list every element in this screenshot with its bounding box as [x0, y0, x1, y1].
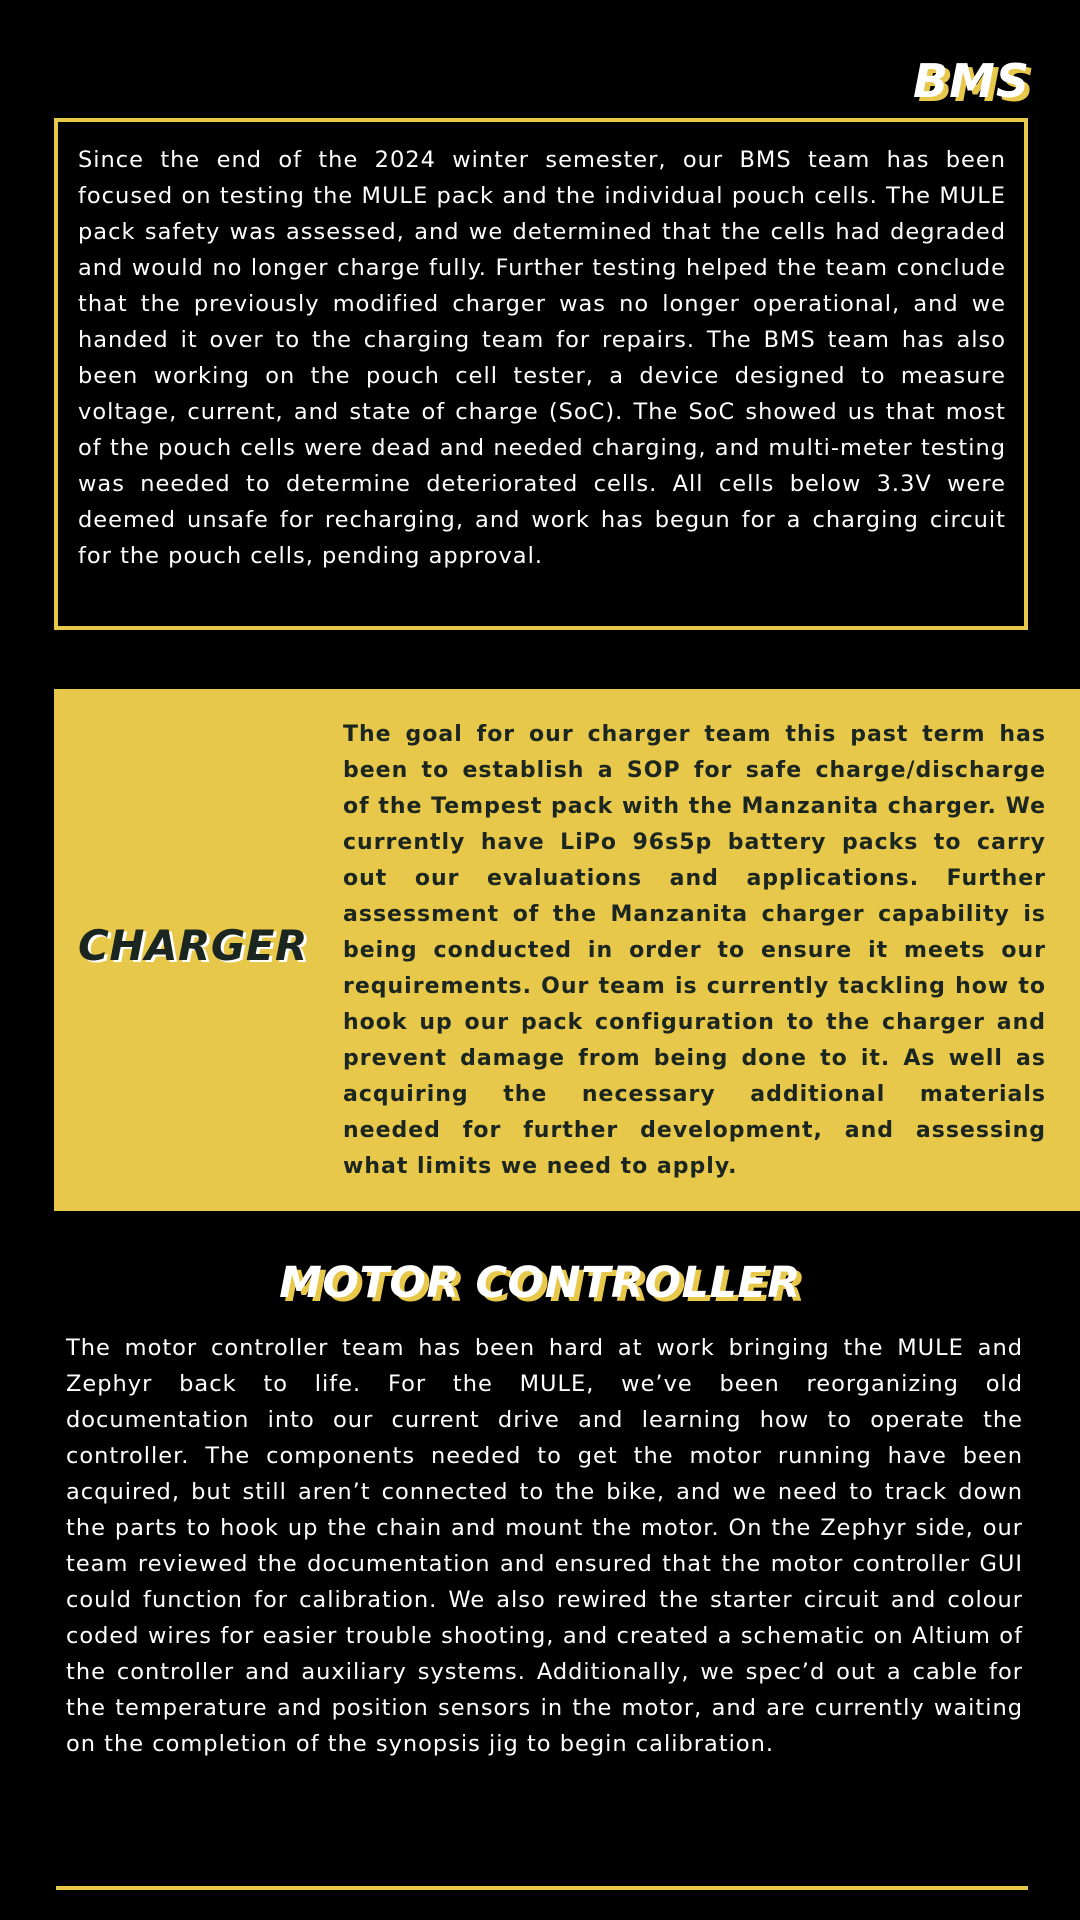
- bms-heading: BMS: [913, 54, 1030, 108]
- motor-controller-heading: MOTOR CONTROLLER: [279, 1258, 801, 1308]
- footer-divider: [56, 1886, 1028, 1890]
- bms-section-box: [54, 118, 1028, 630]
- charger-section: [54, 689, 1080, 1211]
- motor-controller-paragraph: The motor controller team has been hard at work bringing the MULE and Zephyr back to life. For the MULE, we’ve been reorganizing old documentation into our current drive and learning how to operate the controller. The components needed to get the motor running have been acquired, but still aren’t connected to the bike, and we need to track down the parts to hook up the chain and mount the motor. On the Zephyr side, our team reviewed the documentation and ensured that the motor controller GUI could function for calibration. We also rewired the starter circuit and colour coded wires for easier trouble shooting, and created a schematic on Altium of the controller and auxiliary systems. Additionally, we spec’d out a cable for the temperature and position sensors in the motor, and are currently waiting on the completion of the synopsis jig to begin calibration.: [66, 1335, 1023, 1757]
- charger-heading: CHARGER: [78, 921, 308, 970]
- charger-paragraph: The goal for our charger team this past term has been to establish a SOP for safe charge/discharge of the Tempest pack with the Manzanita charger. We currently have LiPo 96s5p battery packs to carry out our evaluations and applications. Further assessment of the Manzanita charger capability is being conducted in order to ensure it meets our requirements. Our team is currently tackling how to hook up our pack configuration to the charger and prevent damage from being done to it. As well as acquiring the necessary additional materials needed for further development, and assessing what limits we need to apply.: [343, 722, 1046, 1179]
- bms-paragraph: Since the end of the 2024 winter semester, our BMS team has been focused on testing the MULE pack and the individual pouch cells. The MULE pack safety was assessed, and we determined that the cells had degraded and would no longer charge fully. Further testing helped the team conclude that the previously modified charger was no longer operational, and we handed it over to the charging team for repairs. The BMS team has also been working on the pouch cell tester, a device designed to measure voltage, current, and state of charge (SoC). The SoC showed us that most of the pouch cells were dead and needed charging, and multi-meter testing was needed to determine deteriorated cells. All cells below 3.3V were deemed unsafe for recharging, and work has begun for a charging circuit for the pouch cells, pending approval.: [78, 147, 1006, 569]
